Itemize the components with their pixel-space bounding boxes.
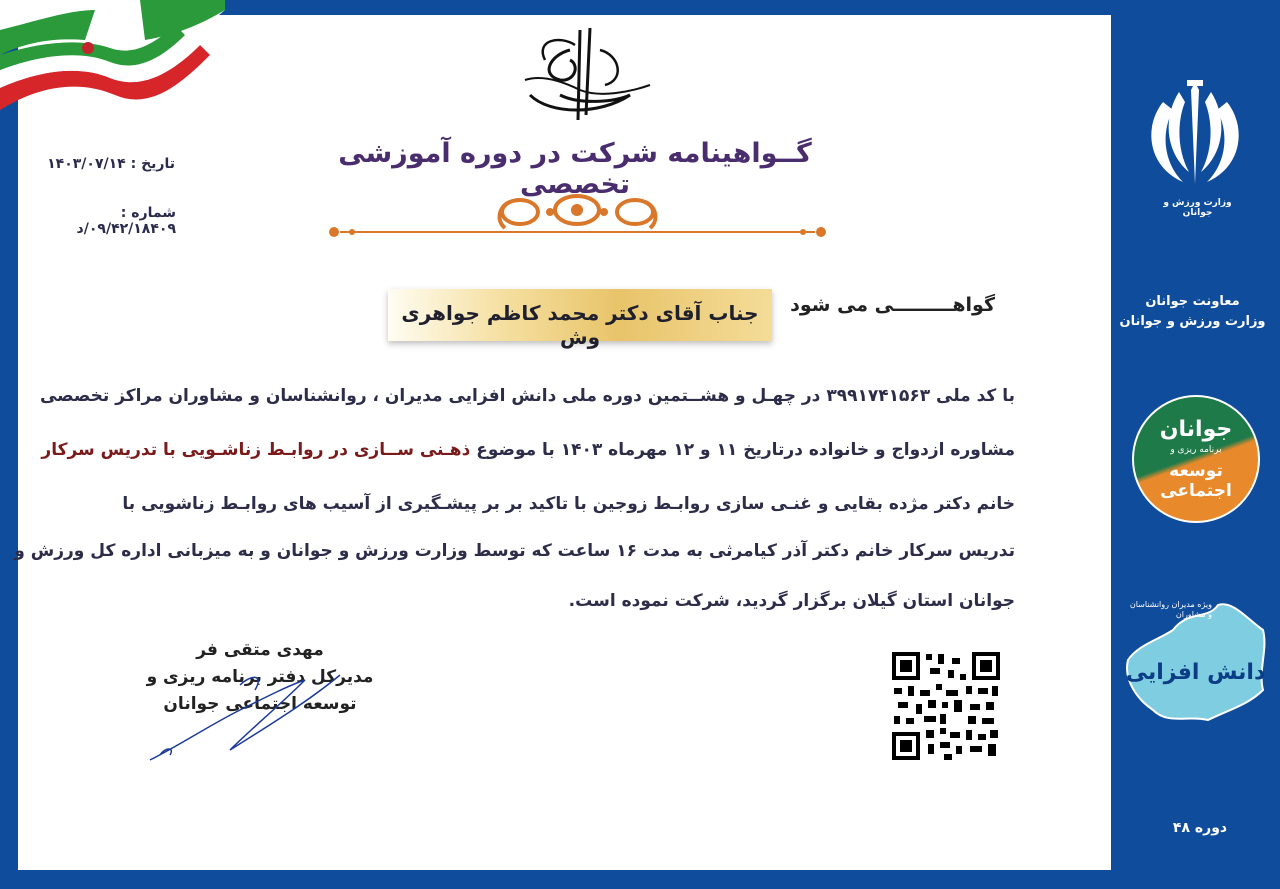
certificate-title: گــواهینامه شرکت در دوره آموزشی تخصصی (338, 138, 812, 200)
qr-code-icon[interactable] (890, 650, 1002, 762)
org-line-2: وزارت ورزش و جوانان (1119, 314, 1266, 329)
emblem-caption: وزارت ورزش و جوانان (1163, 198, 1232, 218)
date-value: ۱۴۰۳/۰۷/۱۴ (47, 156, 126, 172)
date-field (40, 156, 175, 172)
body-line: خانم دکتر مژده بقایی و غنـی سازی روابـط زوجین با تاکید بر بر پیشـگیری از آسیب های روابـط زناشویی با (122, 494, 1015, 514)
ornament-icon (320, 190, 835, 240)
org-line-1: معاونت جوانان (1145, 294, 1240, 309)
number-label: شماره : (120, 205, 176, 221)
body-line: جوانان استان گیلان برگزار گردید، شرکت نموده است. (568, 591, 1015, 611)
signature-icon (140, 655, 350, 770)
certify-text: گواهـــــــــی می شود (790, 294, 995, 316)
iran-flag-icon (0, 0, 230, 115)
signatory-name: مهدی متقی فر (196, 640, 324, 660)
badge-subtitle: توسعه اجتماعی (1160, 461, 1232, 501)
date-label: تاریخ : (130, 156, 175, 172)
number-value: ۰۹/۴۲/۱۸۴۰۹/د (76, 221, 176, 237)
signatory-title-line-1: مدیرکل دفتر برنامه ریزی و (146, 667, 374, 687)
youth-badge-icon (1132, 395, 1260, 523)
badge-small-text: برنامه ریزی و (1170, 445, 1222, 455)
calligraphy-logo-icon (520, 20, 655, 130)
body-line (41, 440, 1015, 460)
badge-title: جوانان (1159, 417, 1233, 442)
body-line-part: مشاوره ازدواج و خانواده درتاریخ ۱۱ و ۱۲ مهرماه ۱۴۰۳ با موضوع (470, 440, 1015, 460)
map-small-text: ویژه مدیران روانشناسان و مشاوران (1129, 600, 1212, 619)
map-title: دانش افزایی (1125, 660, 1266, 685)
signatory-title-line-2: توسعه اجتماعی جوانان (163, 694, 357, 714)
number-field (36, 205, 176, 237)
body-line-topic: ذهـنی ســازی در روابـط زناشـویی با تدریس سرکار (41, 440, 471, 460)
iran-emblem-icon (1133, 72, 1258, 192)
recipient-name: جناب آقای دکتر محمد کاظم جواهری وش (401, 301, 759, 349)
period-label: دوره ۴۸ (1172, 820, 1228, 836)
body-line: با کد ملی ۳۹۹۱۷۴۱۵۶۳ در چهـل و هشــتمین دوره ملی دانش افزایی مدیران ، روانشناسان و مشاوران مراکز تخصصی (39, 386, 1015, 406)
body-line: تدریس سرکار خانم دکتر آذر کیامرثی به مدت ۱۶ ساعت که توسط وزارت ورزش و جوانان و به میزبانی اداره کل ورزش و (14, 541, 1015, 561)
